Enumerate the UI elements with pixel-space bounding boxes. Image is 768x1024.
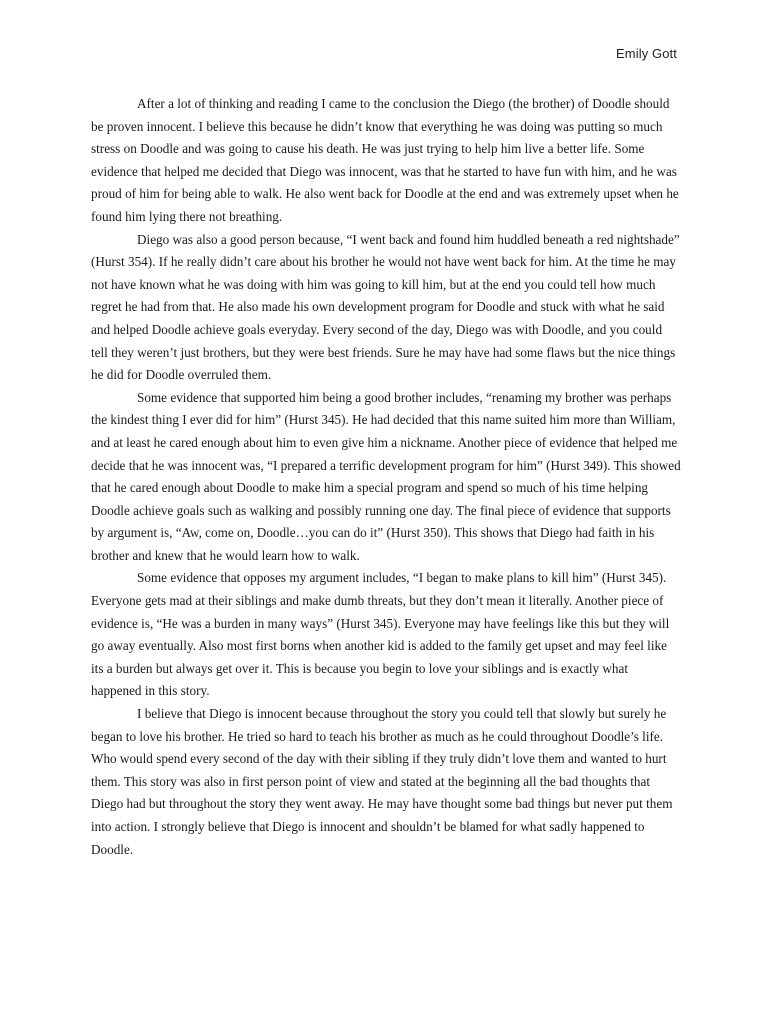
paragraph-1: After a lot of thinking and reading I came to the conclusion the Diego (the brother) of Doodle should be proven innocent. I believe this because he didn’t know that everything he was doing was putting so much stress on Doodle and was going to cause his death. He was just trying to help him live a better life. Some evidence that helped me decided that Diego was innocent, was that he started to have fun with him, and he was proud of him for being able to walk. He also went back for Doodle at the end and was extremely upset when he found him lying there not breathing. bbox=[91, 96, 679, 224]
essay-body bbox=[91, 93, 681, 861]
paragraph-2: Diego was also a good person because, “I went back and found him huddled beneath a red nightshade” (Hurst 354). If he really didn’t care about his brother he would not have went back for him. At the time he may not have known what he was doing with him was going to kill him, but at the end you could tell how much regret he had from that. He also made his own development program for Doodle and stuck with what he said and helped Doodle achieve goals everyday. Every second of the day, Diego was with Doodle, and you could tell they weren’t just brothers, but they were best friends. Sure he may have had some flaws but the nice things he did for Doodle overruled them. bbox=[91, 231, 680, 383]
paragraph-4: Some evidence that opposes my argument includes, “I began to make plans to kill him” (Hurst 345). Everyone gets mad at their siblings and make dumb threats, but they don’t mean it literally. Another piece of evidence is, “He was a burden in many ways” (Hurst 345). Everyone may have feelings like this but they will go away eventually. Also most first borns when another kid is added to the family get upset and may feel like its a burden but always get over it. This is because you begin to love your siblings and is exactly what happened in this story. bbox=[91, 570, 670, 699]
author-name: Emily Gott bbox=[616, 46, 677, 61]
paragraph-5: I believe that Diego is innocent because throughout the story you could tell that slowly but surely he began to love his brother. He tried so hard to teach his brother as much as he could throughout Doodle’s life. Who would spend every second of the day with their sibling if they truly didn’t love them and wanted to hurt them. This story was also in first person point of view and stated at the beginning all the bad thoughts that Diego had but throughout the story they went away. He may have thought some bad things but never put them into action. I strongly believe that Diego is innocent and shouldn’t be blamed for what sadly happened to Doodle. bbox=[91, 706, 673, 857]
paragraph-3: Some evidence that supported him being a good brother includes, “renaming my brother was perhaps the kindest thing I ever did for him” (Hurst 345). He had decided that this name suited him more than William, and at least he cared enough about him to even give him a nickname. Another piece of evidence that helped me decide that he was innocent was, “I prepared a terrific development program for him” (Hurst 349). This showed that he cared enough about Doodle to make him a special program and spend so much of his time helping Doodle achieve goals such as walking and possibly running one day. The final piece of evidence that supports by argument is, “Aw, come on, Doodle…you can do it” (Hurst 350). This shows that Diego had faith in his brother and knew that he would learn how to walk. bbox=[91, 389, 681, 563]
